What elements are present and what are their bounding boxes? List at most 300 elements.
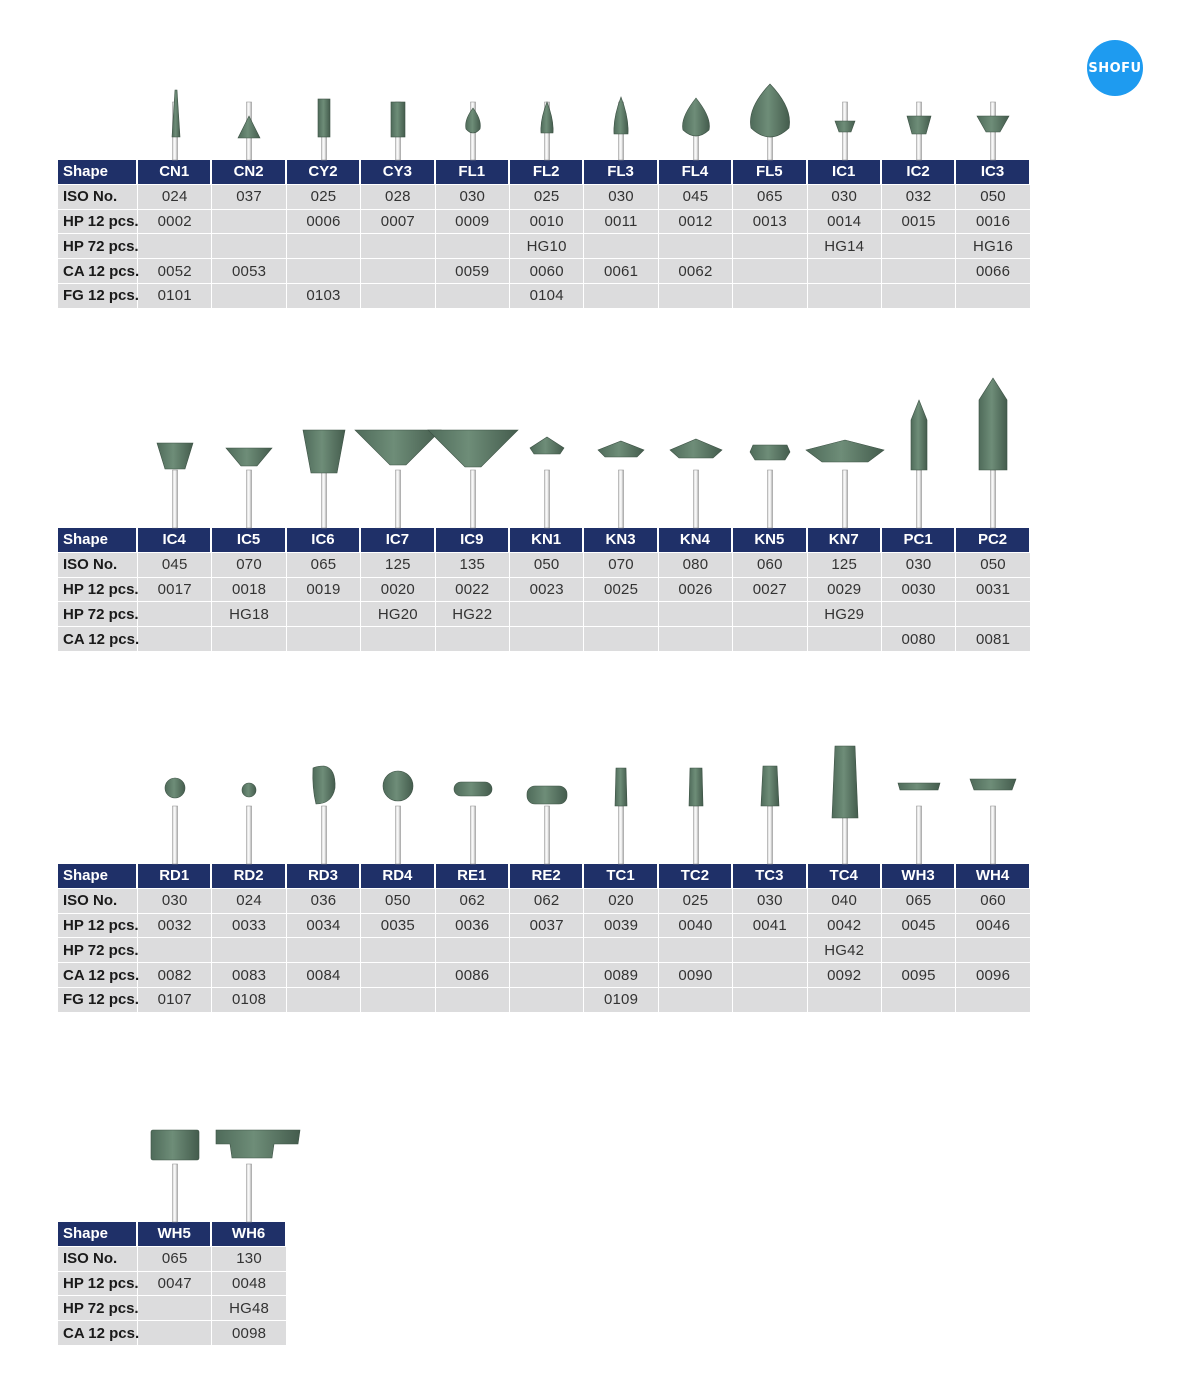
table-cell: 0089 xyxy=(584,963,658,988)
table-cell: 065 xyxy=(138,1247,212,1272)
table-cell: 030 xyxy=(882,553,956,578)
tool-image-ic5 xyxy=(212,410,286,528)
row-label: HP 12 pcs. xyxy=(58,1272,138,1297)
shape-header-ic2: IC2 xyxy=(882,160,956,185)
tool-images-row xyxy=(58,746,1031,864)
table-cell: HG29 xyxy=(808,602,882,627)
table-cell xyxy=(659,627,733,652)
shape-header-pc2: PC2 xyxy=(956,528,1031,553)
table-cell: 045 xyxy=(659,185,733,210)
tool-image-wh5 xyxy=(138,1104,212,1222)
shape-header-tc1: TC1 xyxy=(584,864,658,889)
table-cell: 0060 xyxy=(510,259,584,284)
table-cell xyxy=(361,284,435,309)
table-cell: 020 xyxy=(584,889,658,914)
table-cell xyxy=(138,1296,212,1321)
table-cell xyxy=(361,259,435,284)
table-cell: 0066 xyxy=(956,259,1031,284)
row-label: ISO No. xyxy=(58,185,138,210)
tool-image-wh6 xyxy=(212,1104,286,1222)
tool-image-wh3 xyxy=(882,746,956,864)
table-cell xyxy=(956,284,1031,309)
table-cell xyxy=(882,284,956,309)
table-cell: 025 xyxy=(510,185,584,210)
table-cell: 032 xyxy=(882,185,956,210)
table-cell: 0101 xyxy=(138,284,212,309)
table-cell: 0037 xyxy=(510,914,584,939)
table-cell: 0048 xyxy=(212,1272,286,1297)
table-cell xyxy=(361,627,435,652)
table-cell: 0039 xyxy=(584,914,658,939)
table-cell xyxy=(287,602,361,627)
table-header-row xyxy=(58,160,1031,185)
shape-header-wh3: WH3 xyxy=(882,864,956,889)
table-cell: 0103 xyxy=(287,284,361,309)
table-cell: HG14 xyxy=(808,234,882,259)
row-label: HP 12 pcs. xyxy=(58,210,138,235)
shape-header-kn5: KN5 xyxy=(733,528,807,553)
tool-image-tc2 xyxy=(659,746,733,864)
table-row xyxy=(58,602,1031,627)
table-row xyxy=(58,259,1031,284)
logo-text: SHOFU xyxy=(1088,60,1142,76)
table-cell: 050 xyxy=(956,553,1031,578)
table-cell: 0029 xyxy=(808,578,882,603)
product-section-1 xyxy=(58,42,1031,309)
row-label: ISO No. xyxy=(58,889,138,914)
shape-header-tc3: TC3 xyxy=(733,864,807,889)
table-cell xyxy=(510,602,584,627)
table-cell: 0082 xyxy=(138,963,212,988)
table-cell: 125 xyxy=(808,553,882,578)
table-cell xyxy=(956,602,1031,627)
table-row xyxy=(58,210,1031,235)
tool-image-re1 xyxy=(436,746,510,864)
table-cell: 0025 xyxy=(584,578,658,603)
tool-image-fl1 xyxy=(436,42,510,160)
shape-header-fl3: FL3 xyxy=(584,160,658,185)
tool-image-ic4 xyxy=(138,410,212,528)
table-cell: 0033 xyxy=(212,914,286,939)
product-table xyxy=(58,1222,287,1346)
table-row xyxy=(58,1247,287,1272)
table-cell: HG18 xyxy=(212,602,286,627)
tool-image-tc1 xyxy=(584,746,658,864)
table-cell: HG42 xyxy=(808,938,882,963)
table-cell xyxy=(659,938,733,963)
tool-image-kn1 xyxy=(510,410,584,528)
table-cell: 028 xyxy=(361,185,435,210)
table-cell: 0061 xyxy=(584,259,658,284)
shape-header-label: Shape xyxy=(58,160,138,185)
shape-header-ic3: IC3 xyxy=(956,160,1031,185)
table-cell xyxy=(436,627,510,652)
table-cell: 0062 xyxy=(659,259,733,284)
table-cell xyxy=(436,938,510,963)
table-cell xyxy=(212,938,286,963)
table-cell xyxy=(510,938,584,963)
tool-image-cn2 xyxy=(212,42,286,160)
tool-image-fl5 xyxy=(733,42,807,160)
table-cell: 065 xyxy=(287,553,361,578)
table-cell: HG16 xyxy=(956,234,1031,259)
table-row xyxy=(58,627,1031,652)
table-cell xyxy=(733,627,807,652)
table-cell: 0090 xyxy=(659,963,733,988)
table-cell: 135 xyxy=(436,553,510,578)
shape-header-fl1: FL1 xyxy=(436,160,510,185)
tool-image-rd1 xyxy=(138,746,212,864)
table-cell: 0020 xyxy=(361,578,435,603)
shape-header-ic1: IC1 xyxy=(808,160,882,185)
row-label: CA 12 pcs. xyxy=(58,963,138,988)
shape-header-pc1: PC1 xyxy=(882,528,956,553)
table-cell xyxy=(733,284,807,309)
table-cell: 062 xyxy=(436,889,510,914)
table-cell xyxy=(584,627,658,652)
row-label: FG 12 pcs. xyxy=(58,284,138,309)
table-cell xyxy=(138,1321,212,1346)
table-cell xyxy=(138,938,212,963)
row-label: HP 72 pcs. xyxy=(58,938,138,963)
table-row xyxy=(58,1272,287,1297)
table-cell xyxy=(882,234,956,259)
table-cell: 0108 xyxy=(212,988,286,1013)
table-cell: 070 xyxy=(212,553,286,578)
table-cell: 062 xyxy=(510,889,584,914)
tool-image-ic1 xyxy=(808,42,882,160)
product-table xyxy=(58,528,1031,652)
table-cell: 0059 xyxy=(436,259,510,284)
product-table xyxy=(58,864,1031,1013)
table-cell xyxy=(212,627,286,652)
table-cell xyxy=(808,259,882,284)
shape-header-kn1: KN1 xyxy=(510,528,584,553)
table-cell: 040 xyxy=(808,889,882,914)
table-cell: 030 xyxy=(733,889,807,914)
tool-image-kn5 xyxy=(733,410,807,528)
table-cell xyxy=(287,234,361,259)
tool-image-ic7 xyxy=(361,410,435,528)
table-cell: 0081 xyxy=(956,627,1031,652)
table-cell xyxy=(733,234,807,259)
table-cell: 070 xyxy=(584,553,658,578)
table-cell xyxy=(436,284,510,309)
table-cell: 0045 xyxy=(882,914,956,939)
table-cell: 0092 xyxy=(808,963,882,988)
shape-header-tc4: TC4 xyxy=(808,864,882,889)
shape-header-rd1: RD1 xyxy=(138,864,212,889)
shape-header-wh6: WH6 xyxy=(212,1222,286,1247)
table-cell xyxy=(212,284,286,309)
table-cell xyxy=(510,963,584,988)
table-cell xyxy=(659,234,733,259)
table-header-row xyxy=(58,864,1031,889)
shape-header-rd2: RD2 xyxy=(212,864,286,889)
row-label: HP 12 pcs. xyxy=(58,578,138,603)
table-cell: 0042 xyxy=(808,914,882,939)
shape-header-kn4: KN4 xyxy=(659,528,733,553)
table-cell: 0034 xyxy=(287,914,361,939)
shape-header-re1: RE1 xyxy=(436,864,510,889)
table-cell: 0083 xyxy=(212,963,286,988)
shape-header-ic7: IC7 xyxy=(361,528,435,553)
shape-header-tc2: TC2 xyxy=(659,864,733,889)
table-cell: 0009 xyxy=(436,210,510,235)
table-cell xyxy=(882,988,956,1013)
row-label: HP 72 pcs. xyxy=(58,1296,138,1321)
tool-image-ic2 xyxy=(882,42,956,160)
table-cell xyxy=(882,602,956,627)
table-cell: 0084 xyxy=(287,963,361,988)
table-cell xyxy=(212,234,286,259)
table-cell: 0035 xyxy=(361,914,435,939)
shape-header-re2: RE2 xyxy=(510,864,584,889)
table-header-row xyxy=(58,528,1031,553)
table-cell xyxy=(138,627,212,652)
row-label: HP 12 pcs. xyxy=(58,914,138,939)
table-cell xyxy=(287,988,361,1013)
tool-image-pc2 xyxy=(956,410,1030,528)
row-label: ISO No. xyxy=(58,553,138,578)
shape-header-label: Shape xyxy=(58,1222,138,1247)
shape-header-wh5: WH5 xyxy=(138,1222,212,1247)
table-cell: 0046 xyxy=(956,914,1031,939)
tool-image-cn1 xyxy=(138,42,212,160)
table-cell xyxy=(882,938,956,963)
table-cell: 0012 xyxy=(659,210,733,235)
table-cell: 0017 xyxy=(138,578,212,603)
tool-image-kn4 xyxy=(659,410,733,528)
table-cell: 024 xyxy=(212,889,286,914)
table-cell: 0011 xyxy=(584,210,658,235)
table-cell xyxy=(733,988,807,1013)
tool-image-kn3 xyxy=(584,410,658,528)
table-cell: 036 xyxy=(287,889,361,914)
shape-header-fl5: FL5 xyxy=(733,160,807,185)
table-row xyxy=(58,963,1031,988)
table-cell: 0016 xyxy=(956,210,1031,235)
shape-header-rd4: RD4 xyxy=(361,864,435,889)
table-cell: 065 xyxy=(733,185,807,210)
table-cell xyxy=(956,988,1031,1013)
table-cell: 0027 xyxy=(733,578,807,603)
table-cell: 0096 xyxy=(956,963,1031,988)
shape-header-fl4: FL4 xyxy=(659,160,733,185)
table-cell xyxy=(882,259,956,284)
tool-images-row xyxy=(58,410,1031,528)
shape-header-cy3: CY3 xyxy=(361,160,435,185)
table-cell: 0019 xyxy=(287,578,361,603)
table-cell: 0040 xyxy=(659,914,733,939)
shape-header-cy2: CY2 xyxy=(287,160,361,185)
table-cell xyxy=(287,938,361,963)
table-cell: 0095 xyxy=(882,963,956,988)
table-cell xyxy=(138,602,212,627)
tool-image-cy2 xyxy=(287,42,361,160)
table-row xyxy=(58,234,1031,259)
table-cell: 0107 xyxy=(138,988,212,1013)
table-row xyxy=(58,938,1031,963)
table-cell: 030 xyxy=(808,185,882,210)
table-cell xyxy=(361,963,435,988)
table-cell xyxy=(138,234,212,259)
table-cell: 065 xyxy=(882,889,956,914)
shape-header-label: Shape xyxy=(58,864,138,889)
table-cell: 0010 xyxy=(510,210,584,235)
table-cell xyxy=(808,988,882,1013)
table-cell: 0023 xyxy=(510,578,584,603)
table-cell xyxy=(733,963,807,988)
shape-header-label: Shape xyxy=(58,528,138,553)
product-section-3 xyxy=(58,746,1031,1013)
row-label: CA 12 pcs. xyxy=(58,259,138,284)
table-cell xyxy=(808,284,882,309)
table-cell xyxy=(659,284,733,309)
table-cell: 080 xyxy=(659,553,733,578)
table-cell: 0109 xyxy=(584,988,658,1013)
table-cell xyxy=(510,988,584,1013)
table-cell: 0026 xyxy=(659,578,733,603)
table-cell: 030 xyxy=(138,889,212,914)
table-cell: 050 xyxy=(956,185,1031,210)
table-cell: 0053 xyxy=(212,259,286,284)
table-cell: HG22 xyxy=(436,602,510,627)
table-cell: 045 xyxy=(138,553,212,578)
shape-header-ic6: IC6 xyxy=(287,528,361,553)
table-cell xyxy=(287,259,361,284)
tool-image-re2 xyxy=(510,746,584,864)
table-cell xyxy=(361,938,435,963)
table-cell: 0022 xyxy=(436,578,510,603)
table-row xyxy=(58,578,1031,603)
table-cell: 060 xyxy=(733,553,807,578)
table-cell: 0032 xyxy=(138,914,212,939)
table-cell: 0002 xyxy=(138,210,212,235)
tool-image-ic3 xyxy=(956,42,1030,160)
tool-image-tc3 xyxy=(733,746,807,864)
table-cell: 0006 xyxy=(287,210,361,235)
table-cell xyxy=(956,938,1031,963)
table-row xyxy=(58,185,1031,210)
tool-image-rd4 xyxy=(361,746,435,864)
table-cell: 024 xyxy=(138,185,212,210)
table-cell xyxy=(584,284,658,309)
table-cell: 0018 xyxy=(212,578,286,603)
table-cell xyxy=(659,602,733,627)
table-cell: 0031 xyxy=(956,578,1031,603)
product-table xyxy=(58,160,1031,309)
table-cell: 0013 xyxy=(733,210,807,235)
shape-header-kn3: KN3 xyxy=(584,528,658,553)
row-label: CA 12 pcs. xyxy=(58,1321,138,1346)
table-cell: 0080 xyxy=(882,627,956,652)
table-cell xyxy=(361,988,435,1013)
table-row xyxy=(58,988,1031,1013)
tool-images-row xyxy=(58,1104,287,1222)
table-cell: 0098 xyxy=(212,1321,286,1346)
shape-header-cn2: CN2 xyxy=(212,160,286,185)
table-cell: 0030 xyxy=(882,578,956,603)
table-cell: HG10 xyxy=(510,234,584,259)
shofu-logo xyxy=(1087,40,1143,96)
tool-image-kn7 xyxy=(808,410,882,528)
product-section-2 xyxy=(58,410,1031,652)
table-row xyxy=(58,553,1031,578)
table-cell xyxy=(212,210,286,235)
table-cell: 060 xyxy=(956,889,1031,914)
table-cell: 050 xyxy=(361,889,435,914)
table-cell xyxy=(733,938,807,963)
table-cell: 125 xyxy=(361,553,435,578)
row-label: HP 72 pcs. xyxy=(58,602,138,627)
table-cell xyxy=(436,234,510,259)
table-cell xyxy=(510,627,584,652)
shape-header-rd3: RD3 xyxy=(287,864,361,889)
tool-image-wh4 xyxy=(956,746,1030,864)
tool-image-tc4 xyxy=(808,746,882,864)
tool-image-rd3 xyxy=(287,746,361,864)
table-cell: 030 xyxy=(436,185,510,210)
tool-image-ic6 xyxy=(287,410,361,528)
table-cell xyxy=(733,259,807,284)
shape-header-ic9: IC9 xyxy=(436,528,510,553)
table-cell: 0014 xyxy=(808,210,882,235)
table-cell xyxy=(287,627,361,652)
table-row xyxy=(58,914,1031,939)
tool-image-pc1 xyxy=(882,410,956,528)
tool-image-rd2 xyxy=(212,746,286,864)
table-cell: 0104 xyxy=(510,284,584,309)
table-cell: 037 xyxy=(212,185,286,210)
shape-header-ic4: IC4 xyxy=(138,528,212,553)
tool-images-row xyxy=(58,42,1031,160)
table-cell xyxy=(808,627,882,652)
table-cell: 0086 xyxy=(436,963,510,988)
product-section-4 xyxy=(58,1104,287,1346)
table-cell: HG48 xyxy=(212,1296,286,1321)
table-cell: HG20 xyxy=(361,602,435,627)
table-cell: 0052 xyxy=(138,259,212,284)
table-cell xyxy=(659,988,733,1013)
row-label: CA 12 pcs. xyxy=(58,627,138,652)
table-cell: 0041 xyxy=(733,914,807,939)
table-cell xyxy=(361,234,435,259)
table-cell: 025 xyxy=(659,889,733,914)
table-cell: 0007 xyxy=(361,210,435,235)
shape-header-wh4: WH4 xyxy=(956,864,1031,889)
table-cell: 030 xyxy=(584,185,658,210)
tool-image-ic9 xyxy=(436,410,510,528)
tool-image-fl3 xyxy=(584,42,658,160)
table-row xyxy=(58,284,1031,309)
tool-image-cy3 xyxy=(361,42,435,160)
table-cell: 130 xyxy=(212,1247,286,1272)
table-cell xyxy=(584,602,658,627)
table-header-row xyxy=(58,1222,287,1247)
shape-header-cn1: CN1 xyxy=(138,160,212,185)
table-cell: 0015 xyxy=(882,210,956,235)
table-row xyxy=(58,1296,287,1321)
shape-header-ic5: IC5 xyxy=(212,528,286,553)
tool-image-fl4 xyxy=(659,42,733,160)
tool-image-fl2 xyxy=(510,42,584,160)
table-row xyxy=(58,889,1031,914)
row-label: ISO No. xyxy=(58,1247,138,1272)
table-cell: 0036 xyxy=(436,914,510,939)
table-cell xyxy=(584,234,658,259)
table-cell xyxy=(733,602,807,627)
